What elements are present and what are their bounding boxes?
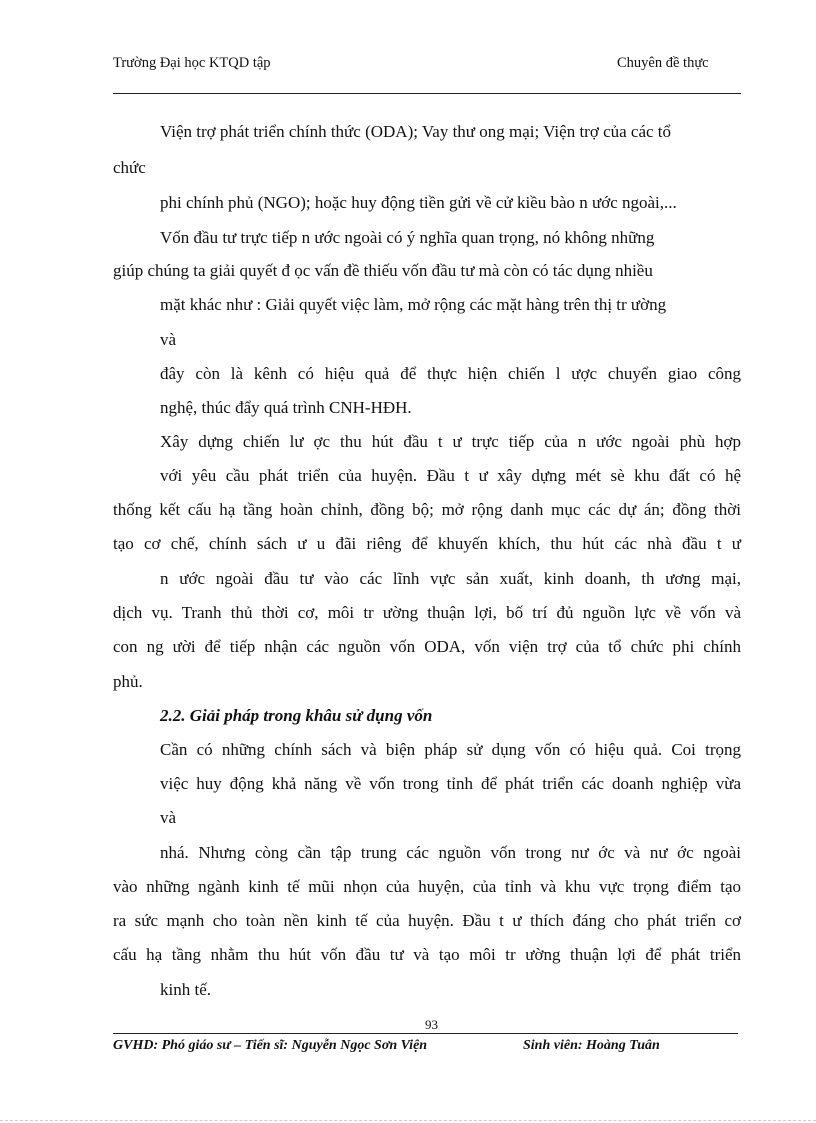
page-edge bbox=[0, 1120, 816, 1121]
header-divider bbox=[113, 93, 741, 94]
text-line: đây còn là kênh có hiệu quả để thực hiện chiến l ược chuyển giao công bbox=[160, 364, 741, 383]
text-line: tạo cơ chế, chính sách ư u đãi riêng để khuyến khích, thu hút các nhà đầu t ư bbox=[113, 534, 741, 553]
text-line: vào những ngành kinh tế mũi nhọn của huyện, của tỉnh và khu vực trọng điểm tạo bbox=[113, 877, 741, 896]
text-line: Cần có những chính sách và biện pháp sử dụng vốn có hiệu quả. Coi trọng bbox=[160, 740, 741, 759]
header-report-title: Chuyên đề thực bbox=[617, 55, 709, 71]
footer-supervisor: GVHD: Phó giáo sư – Tiến sĩ: Nguyễn Ngọc Sơn Viện bbox=[113, 1038, 428, 1053]
footer-divider bbox=[113, 1033, 738, 1034]
text-line: kinh tế. bbox=[160, 980, 211, 999]
text-line: Viện trợ phát triển chính thức (ODA); Vay thư ong mại; Viện trợ của các tổ bbox=[160, 122, 672, 141]
text-line: Vốn đầu tư trực tiếp n ước ngoài có ý nghĩa quan trọng, nó không những bbox=[160, 228, 655, 247]
text-line: Xây dựng chiến lư ợc thu hút đầu t ư trực tiếp của n ước ngoài phù hợp bbox=[160, 432, 741, 451]
text-line: phi chính phủ (NGO); hoặc huy động tiền gửi về cử kiều bào n ước ngoài,... bbox=[160, 193, 677, 212]
text-line: giúp chúng ta giải quyết đ ọc vấn đề thiếu vốn đầu tư mà còn có tác dụng nhiều bbox=[113, 261, 653, 280]
text-line: ra sức mạnh cho toàn nền kinh tế của huyện. Đầu t ư thích đáng cho phát triển cơ bbox=[113, 911, 741, 930]
text-line: và bbox=[160, 330, 177, 349]
text-line: nghệ, thúc đẩy quá trình CNH-HĐH. bbox=[160, 398, 412, 417]
text-line: dịch vụ. Tranh thủ thời cơ, môi tr ường thuận lợi, bố trí đủ nguồn lực về vốn và bbox=[113, 603, 741, 622]
header-school-name: Trường Đại học KTQD tập bbox=[113, 55, 271, 71]
text-line: mặt khác như : Giải quyết việc làm, mở rộng các mặt hàng trên thị tr ường bbox=[160, 295, 667, 314]
text-line: phủ. bbox=[113, 672, 143, 691]
text-line: con ng ười để tiếp nhận các nguồn vốn ODA, vốn viện trợ của tổ chức phi chính bbox=[113, 637, 741, 656]
footer-student: Sinh viên: Hoàng Tuân bbox=[523, 1038, 660, 1053]
text-line: thống kết cấu hạ tầng hoàn chỉnh, đồng bộ; mở rộng danh mục các dự án; đồng thời bbox=[113, 500, 741, 519]
text-line: nhá. Nhưng còng cần tập trung các nguồn vốn trong nư ớc và nư ớc ngoài bbox=[160, 843, 741, 862]
text-line: việc huy động khả năng về vốn trong tỉnh để phát triển các doanh nghiệp vừa bbox=[160, 774, 741, 793]
text-line: với yêu cầu phát triển của huyện. Đầu t ư xây dựng mét sè khu đất có hệ bbox=[160, 466, 741, 485]
text-line: cấu hạ tầng nhằm thu hút vốn đầu tư và tạo môi tr ường thuận lợi để phát triển bbox=[113, 945, 741, 964]
text-line: chức bbox=[113, 158, 146, 177]
text-line: n ước ngoài đầu tư vào các lĩnh vực sản xuất, kinh doanh, th ương mại, bbox=[160, 569, 741, 588]
page-number: 93 bbox=[425, 1017, 438, 1032]
section-heading: 2.2. Giải pháp trong khâu sử dụng vốn bbox=[160, 706, 433, 725]
text-line: và bbox=[160, 808, 177, 827]
